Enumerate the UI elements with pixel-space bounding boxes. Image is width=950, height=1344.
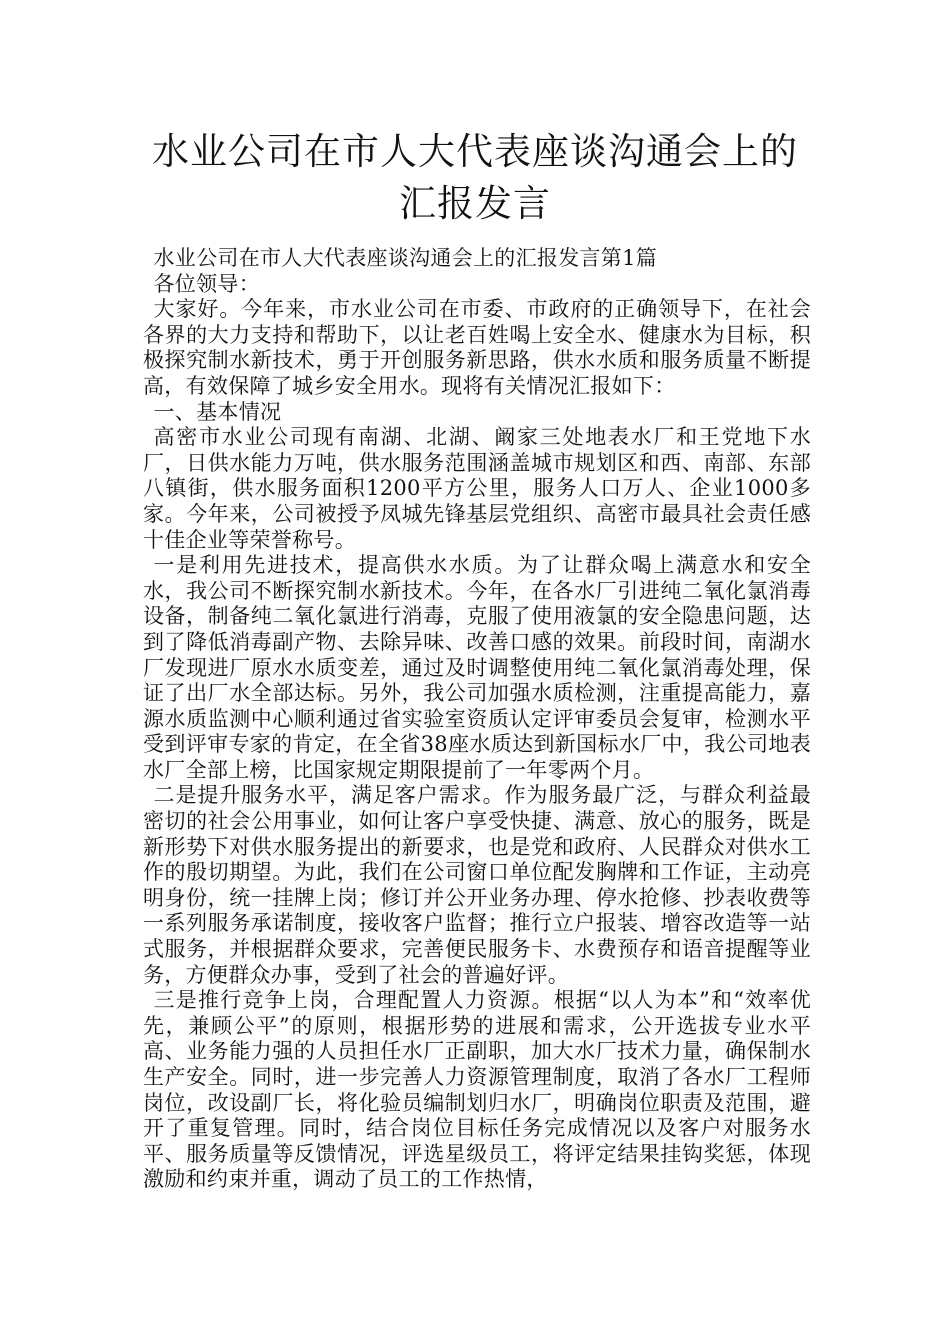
document-body	[143, 246, 811, 1193]
section-heading-basic: 一、基本情况	[153, 399, 282, 424]
paragraph-point-two: 二是提升服务水平，满足客户需求。作为服务最广泛，与群众利益最密切的社会公用事业，如何让客户享受快捷、满意、放心的服务，既是新形势下对供水服务提出的新要求，也是党和政府、人民群众对供水工作的殷切期望。为此，我们在公司窗口单位配发胸牌和工作证，主动亮明身份，统一挂牌上岗；修订并公开业务办理、停水抢修、抄表收费等一系列服务承诺制度，接收客户监督；推行立户报装、增容改造等一站式服务，并根据群众要求，完善便民服务卡、水费预存和语音提醒等业务，方便群众办事，受到了社会的普遍好评。	[143, 783, 811, 987]
salutation: 各位领导：	[153, 271, 260, 296]
document-title: 水业公司在市人大代表座谈沟通会上的汇报发言	[152, 130, 798, 225]
paragraph-company-overview: 高密市水业公司现有南湖、北湖、阚家三处地表水厂和王党地下水厂，日供水能力万吨，供水服务范围涵盖城市规划区和西、南部、东部八镇街，供水服务面积1200平方公里，服务人口万人、企业1000多家。今年来，公司被授予凤城先锋基层党组织、高密市最具社会责任感十佳企业等荣誉称号。	[143, 425, 811, 552]
paragraph-point-three: 三是推行竞争上岗，合理配置人力资源。根据“以人为本”和“效率优先，兼顾公平”的原则，根据形势的进展和需求，公开选拔专业水平高、业务能力强的人员担任水厂正副职，加大水厂技术力量，确保制水生产安全。同时，进一步完善人力资源管理制度，取消了各水厂工程师岗位，改设副厂长，将化验员编制划归水厂，明确岗位职责及范围，避开了重复管理。同时，结合岗位目标任务完成情况以及客户对服务水平、服务质量等反馈情况，评选星级员工，将评定结果挂钩奖惩，体现激励和约束并重，调动了员工的工作热情，	[143, 988, 811, 1192]
paragraph-intro: 大家好。今年来，市水业公司在市委、市政府的正确领导下，在社会各界的大力支持和帮助下，以让老百姓喝上安全水、健康水为目标，积极探究制水新技术，勇于开创服务新思路，供水水质和服务质量不断提高，有效保障了城乡安全用水。现将有关情况汇报如下：	[143, 297, 811, 398]
paragraph-point-one: 一是利用先进技术，提高供水水质。为了让群众喝上满意水和安全水，我公司不断探究制水新技术。今年，在各水厂引进纯二氧化氯消毒设备，制备纯二氧化氯进行消毒，克服了使用液氯的安全隐患问题，达到了降低消毒副产物、去除异味、改善口感的效果。前段时间，南湖水厂发现进厂原水水质变差，通过及时调整使用纯二氧化氯消毒处理，保证了出厂水全部达标。另外，我公司加强水质检测，注重提高能力，嘉源水质监测中心顺利通过省实验室资质认定评审委员会复审，检测水平受到评审专家的肯定，在全省38座水质达到新国标水厂中，我公司地表水厂全部上榜，比国家规定期限提前了一年零两个月。	[143, 553, 811, 782]
document-subtitle: 水业公司在市人大代表座谈沟通会上的汇报发言第1篇	[153, 246, 658, 270]
